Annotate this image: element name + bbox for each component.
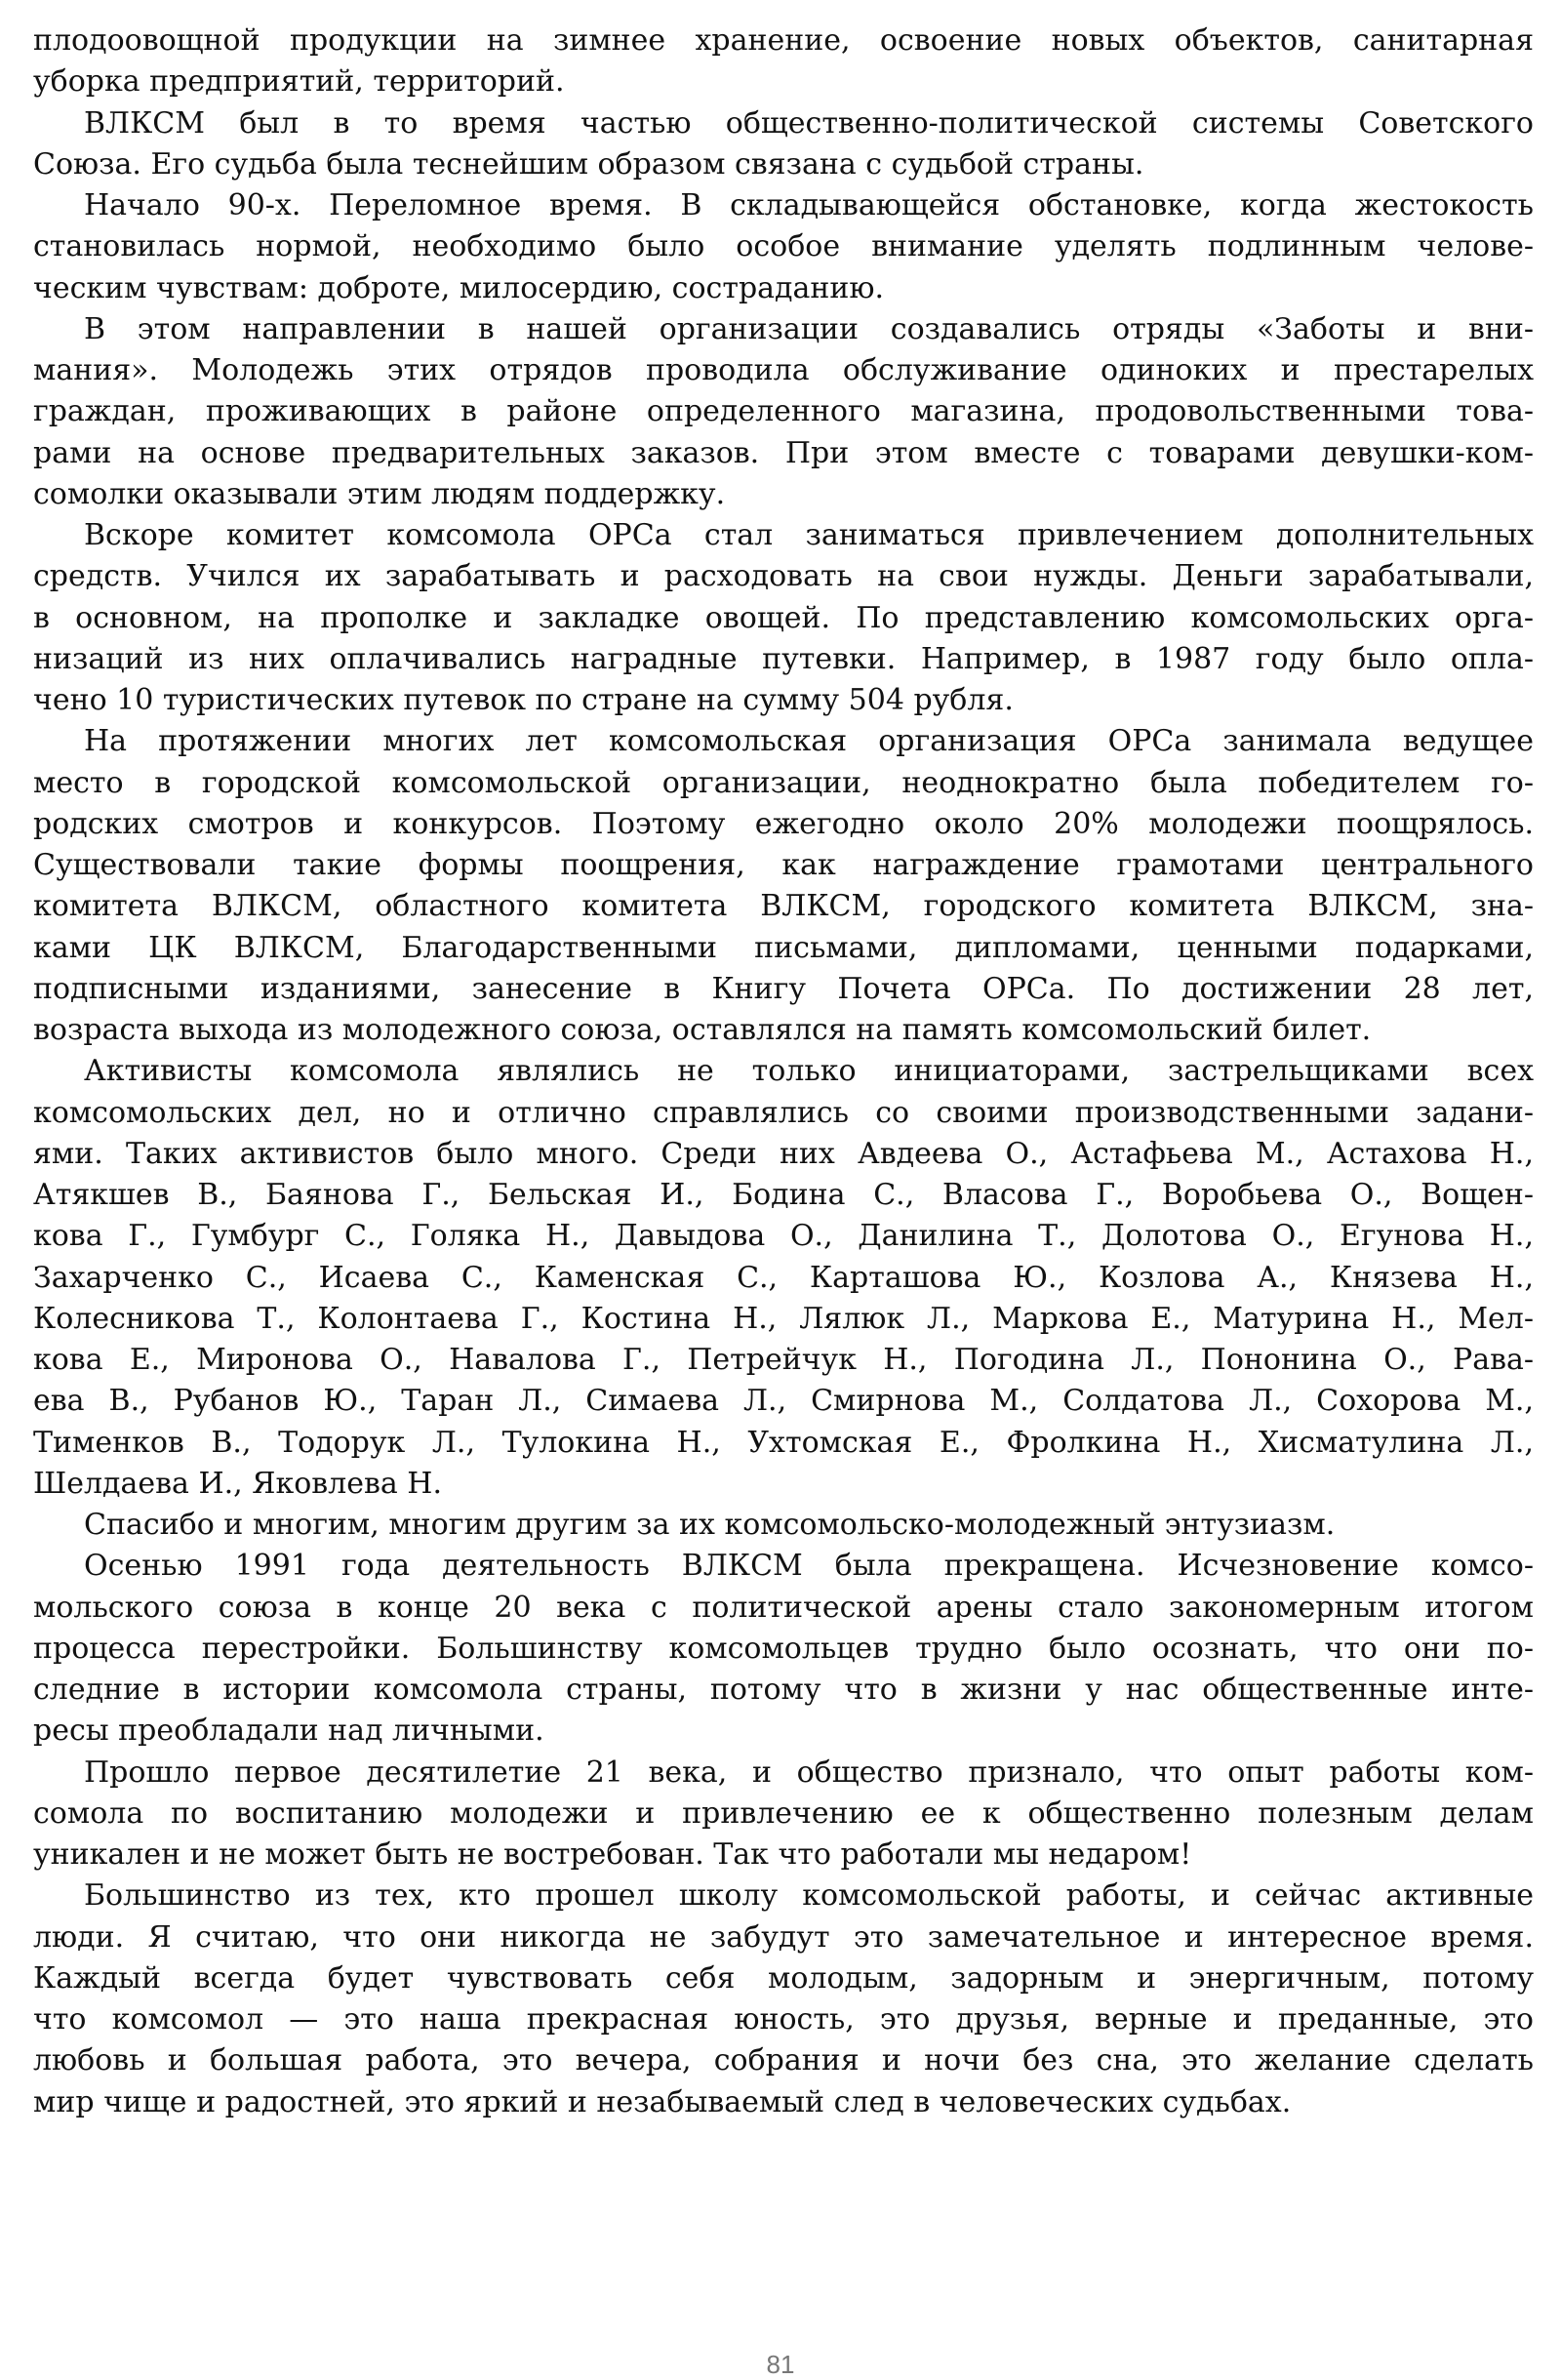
paragraph <box>33 185 1534 309</box>
text-line: кова Е., Миронова О., Навалова Г., Петрейчук Н., Погодина Л., Пононина О., Рава- <box>33 1343 1534 1377</box>
text-line: родских смотров и конкурсов. Поэтому ежегодно около 20% молодежи поощрялось. <box>33 806 1534 841</box>
text-line: подписными изданиями, занесение в Книгу Почета ОРСа. По достижении 28 лет, <box>33 971 1534 1006</box>
text-line: Существовали такие формы поощрения, как награждение грамотами центрального <box>33 848 1534 882</box>
text-line: Захарченко С., Исаева С., Каменская С., Карташова Ю., Козлова А., Князева Н., <box>33 1260 1534 1295</box>
text-line: сомола по воспитанию молодежи и привлечению ее к общественно полезным делам <box>33 1795 1534 1831</box>
text-line: плодоовощной продукции на зимнее хранение, освоение новых объектов, санитарная <box>33 23 1534 58</box>
paragraph <box>33 1546 1534 1752</box>
text-line: Шелдаева И., Яковлева Н. <box>33 1466 442 1501</box>
text-line: что комсомол — это наша прекрасная юность, это друзья, верные и преданные, это <box>33 2002 1534 2037</box>
text-line: В этом направлении в нашей организации создавались отряды «Заботы и вни- <box>84 311 1534 346</box>
paragraph <box>33 1051 1534 1505</box>
text-line: следние в истории комсомола страны, потому что в жизни у нас общественные инте- <box>33 1673 1534 1707</box>
text-line: Колесникова Т., Колонтаева Г., Костина Н., Лялюк Л., Маркова Е., Матурина Н., Мел- <box>33 1301 1534 1336</box>
paragraph <box>33 515 1534 721</box>
text-line: в основном, на прополке и закладке овощей. По представлению комсомольских орга- <box>33 600 1534 635</box>
text-line: Тименков В., Тодорук Л., Тулокина Н., Ухтомская Е., Фролкина Н., Хисматулина Л., <box>33 1425 1534 1460</box>
text-line: ресы преобладали над личными. <box>33 1714 544 1749</box>
text-line: Спасибо и многим, многим другим за их комсомольско-молодежный энтузиазм. <box>84 1508 1336 1542</box>
text-line: Вскоре комитет комсомола ОРСа стал заниматься привлечением дополнительных <box>84 518 1534 552</box>
text-line: низаций из них оплачивались наградные путевки. Например, в 1987 году было опла- <box>33 641 1534 676</box>
page-body <box>33 20 1534 2123</box>
text-line: На протяжении многих лет комсомольская организация ОРСа занимала ведущее <box>84 724 1534 759</box>
text-line: возраста выхода из молодежного союза, оставлялся на память комсомольский билет. <box>33 1013 1372 1047</box>
paragraph <box>33 103 1534 186</box>
text-line: процесса перестройки. Большинству комсомольцев трудно было осознать, что они по- <box>33 1631 1534 1666</box>
text-line: Союза. Его судьба была теснейшим образом связана с судьбой страны. <box>33 146 1144 182</box>
paragraph <box>33 1505 1534 1546</box>
text-line: Большинство из тех, кто прошел школу комсомольской работы, и сейчас активные <box>84 1878 1534 1914</box>
text-line: средств. Учился их зарабатывать и расходовать на свои нужды. Деньги зарабатывали, <box>33 559 1534 594</box>
text-line: чено 10 туристических путевок по стране на сумму 504 рубля. <box>33 683 1014 717</box>
paragraph <box>33 20 1534 103</box>
text-line: мания». Молодежь этих отрядов проводила обслуживание одиноких и престарелых <box>33 353 1534 387</box>
text-line: ками ЦК ВЛКСМ, Благодарственными письмами, дипломами, ценными подарками, <box>33 930 1534 965</box>
text-line: Активисты комсомола являлись не только инициаторами, застрельщиками всех <box>84 1054 1534 1089</box>
paragraph <box>33 1876 1534 2123</box>
text-line: Каждый всегда будет чувствовать себя молодым, задорным и энергичным, потому <box>33 1960 1534 1996</box>
text-line: комсомольских дел, но и отлично справлялись со своими производственными задани- <box>33 1095 1534 1130</box>
text-line: граждан, проживающих в районе определенного магазина, продовольственными това- <box>33 394 1534 429</box>
text-line: сомолки оказывали этим людям поддержку. <box>33 476 726 511</box>
text-line: уборка предприятий, территорий. <box>33 64 565 100</box>
text-line: ческим чувствам: доброте, милосердию, состраданию. <box>33 270 885 305</box>
text-line: Атякшев В., Баянова Г., Бельская И., Бодина С., Власова Г., Воробьева О., Вощен- <box>33 1178 1534 1212</box>
text-line: люди. Я считаю, что они никогда не забудут это замечательное и интересное время. <box>33 1919 1534 1955</box>
paragraph <box>33 309 1534 515</box>
text-line: Начало 90-х. Переломное время. В складывающейся обстановке, когда жестокость <box>84 188 1534 222</box>
text-line: кова Г., Гумбург С., Голяка Н., Давыдова О., Данилина Т., Долотова О., Егунова Н., <box>33 1219 1534 1254</box>
text-line: ями. Таких активистов было много. Среди них Авдеева О., Астафьева М., Астахова Н., <box>33 1136 1534 1171</box>
text-line: Осенью 1991 года деятельность ВЛКСМ была прекращена. Исчезновение комсо- <box>84 1549 1534 1584</box>
paragraph <box>33 721 1534 1051</box>
text-line: Прошло первое десятилетие 21 века, и общество признало, что опыт работы ком- <box>84 1755 1534 1790</box>
text-line: ВЛКСМ был в то время частью общественно-политической системы Советского <box>84 105 1534 141</box>
text-line: рами на основе предварительных заказов. При этом вместе с товарами девушки-ком- <box>33 435 1534 470</box>
text-line: ева В., Рубанов Ю., Таран Л., Симаева Л., Смирнова М., Солдатова Л., Сохорова М., <box>33 1384 1534 1419</box>
text-line: любовь и большая работа, это вечера, собрания и ночи без сна, это желание сделать <box>33 2043 1534 2078</box>
text-line: место в городской комсомольской организации, неоднократно была победителем го- <box>33 765 1534 800</box>
text-line: мир чище и радостней, это яркий и незабываемый след в человеческих судьбах. <box>33 2084 1292 2119</box>
text-line: мольского союза в конце 20 века с политической арены стало закономерным итогом <box>33 1590 1534 1625</box>
text-line: уникален и не может быть не востребован. Так что работали мы недаром! <box>33 1837 1192 1872</box>
page-number: 81 <box>766 2350 795 2379</box>
paragraph <box>33 1753 1534 1876</box>
text-line: комитета ВЛКСМ, областного комитета ВЛКСМ, городского комитета ВЛКСМ, зна- <box>33 889 1534 924</box>
text-line: становилась нормой, необходимо было особое внимание уделять подлинным челове- <box>33 229 1534 264</box>
